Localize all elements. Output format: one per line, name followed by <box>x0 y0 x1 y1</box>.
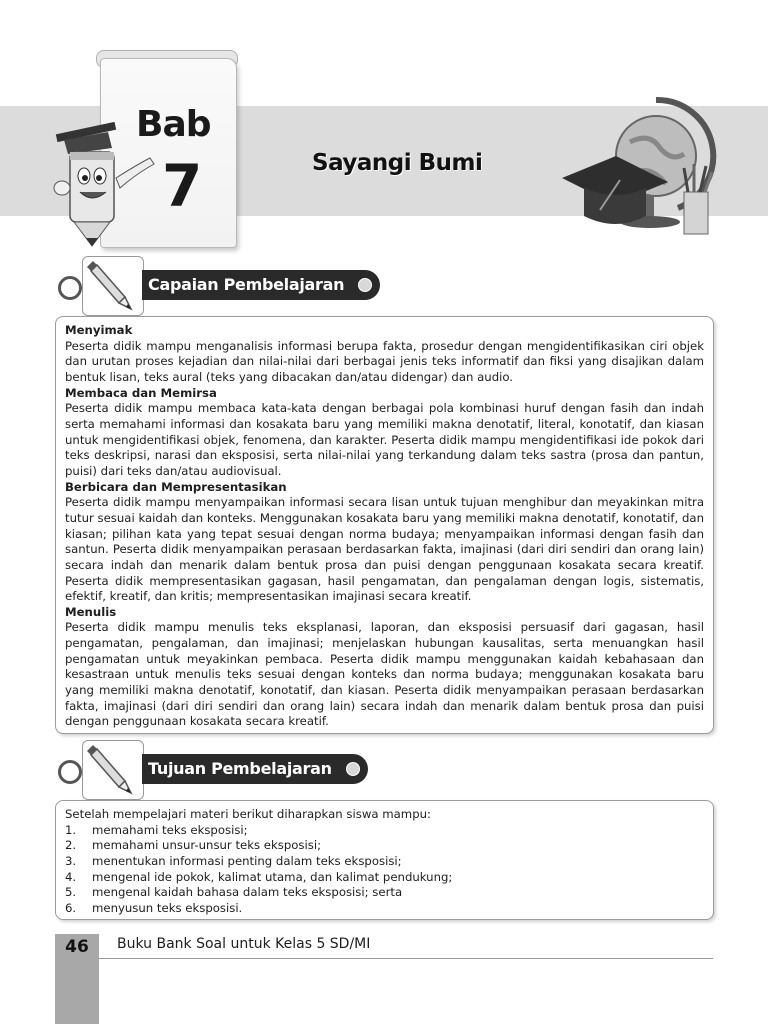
chapter-title: Sayangi Bumi <box>312 150 483 176</box>
chapter-label: Bab <box>136 104 211 145</box>
page-number: 46 <box>65 937 89 957</box>
section-paragraph: Peserta didik mampu menulis teks eksplanasi, laporan, dan eksposisi persuasif dari gagasan, hasil pengamatan, pengalaman, dan imajinasi; menjelaskan hubungan kausalitas, serta menuangkan hasil pengamatan untuk meyakinkan pembaca. Peserta didik mampu menggunakan kaidah kebahasaan dan kesastraan untuk menulis teks sesuai dengan konteks dan norma budaya; menggunakan kosakata baru yang memiliki makna denotatif, konotatif, dan kiasan. Peserta didik menyampaikan perasaan berdasarkan fakta, imajinasi (dari diri sendiri dan orang lain) secara indah dan menarik dalam bentuk prosa dan puisi dengan penggunaan kosakata secara kreatif. <box>65 620 704 729</box>
book-title: Buku Bank Soal untuk Kelas 5 SD/MI <box>117 936 371 952</box>
capaian-box <box>55 316 714 734</box>
section-paragraph: Peserta didik mampu menganalisis informasi berupa fakta, prosedur dengan mengidentifikasikan ciri objek dan urutan proses kejadian dan nilai-nilai dari berbagai jenis teks informatif dan fiksi yang disajikan dalam bentuk lisan, teks aural (teks yang dibacakan dan/atau didengar) dan audio. <box>65 338 704 384</box>
list-number: 5. <box>65 885 77 900</box>
dot-icon <box>346 762 360 776</box>
list-text: mengenal kaidah bahasa dalam teks eksposisi; serta <box>92 885 403 900</box>
tujuan-heading <box>142 754 368 784</box>
list-number: 2. <box>65 838 77 853</box>
list-number: 3. <box>65 853 77 868</box>
ring-icon <box>58 276 82 300</box>
list-item <box>65 823 704 839</box>
list-number: 1. <box>65 822 77 837</box>
list-number: 4. <box>65 869 77 884</box>
list-item <box>65 854 704 870</box>
list-item <box>65 838 704 854</box>
list-text: mengenal ide pokok, kalimat utama, dan kalimat pendukung; <box>92 869 453 884</box>
list-item <box>65 870 704 886</box>
section-title: Menulis <box>65 604 117 619</box>
list-text: menyusun teks eksposisi. <box>92 900 243 915</box>
dot-icon <box>358 278 372 292</box>
list-text: memahami teks eksposisi; <box>92 822 248 837</box>
section-title: Membaca dan Memirsa <box>65 385 217 400</box>
footer-divider <box>99 958 713 959</box>
list-item <box>65 901 704 917</box>
pencil-icon <box>82 740 144 800</box>
list-text: menentukan informasi penting dalam teks eksposisi; <box>92 853 402 868</box>
section-paragraph: Peserta didik mampu membaca kata-kata dengan berbagai pola kombinasi huruf dengan fasih dan indah serta memahami informasi dan kosakata baru yang memiliki makna denotatif, literal, konotatif, dan kiasan untuk mengidentifikasi objek, fenomena, dan karakter. Peserta didik mampu mengidentifikasi ide pokok dari teks deskripsi, narasi dan eksposisi, serta nilai-nilai yang terkandung dalam teks sastra (prosa dan pantun, puisi) dari teks dan/atau audiovisual. <box>65 401 704 478</box>
tujuan-heading-label: Tujuan Pembelajaran <box>148 759 332 778</box>
globe-graduation-cap-illustration <box>560 92 720 242</box>
section-title: Berbicara dan Mempresentasikan <box>65 479 287 494</box>
list-item <box>65 885 704 901</box>
capaian-heading-label: Capaian Pembelajaran <box>148 275 345 294</box>
pencil-icon <box>82 256 144 316</box>
section-paragraph: Peserta didik mampu menyampaikan informasi secara lisan untuk tujuan menghibur dan meyakinkan mitra tutur sesuai kaidah dan konteks. Menggunakan kosakata baru yang memiliki makna denotatif, konotatif, dan kiasan; pilihan kata yang tepat sesuai dengan norma budaya; menyampaikan informasi dengan fasih dan santun. Peserta didik menyampaikan perasaan berdasarkan fakta, imajinasi (dari diri sendiri dan orang lain) secara indah dan menarik dalam bentuk prosa dan puisi dengan penggunaan kosakata secara kreatif. Peserta didik mempresentasikan gagasan, hasil pengamatan, dan pengalaman dengan logis, sistematis, efektif, kreatif, dan kritis; mempresentasikan imajinasi secara kreatif. <box>65 495 704 604</box>
section-title: Menyimak <box>65 323 133 337</box>
goals-list <box>65 823 704 917</box>
capaian-heading <box>142 270 380 300</box>
pencil-mascot-illustration <box>50 118 160 253</box>
chapter-number: 7 <box>162 152 203 220</box>
ring-icon <box>58 760 82 784</box>
list-text: memahami unsur-unsur teks eksposisi; <box>92 838 322 853</box>
tujuan-box <box>55 800 714 920</box>
tujuan-intro: Setelah mempelajari materi berikut diharapkan siswa mampu: <box>65 807 431 821</box>
list-number: 6. <box>65 900 77 915</box>
